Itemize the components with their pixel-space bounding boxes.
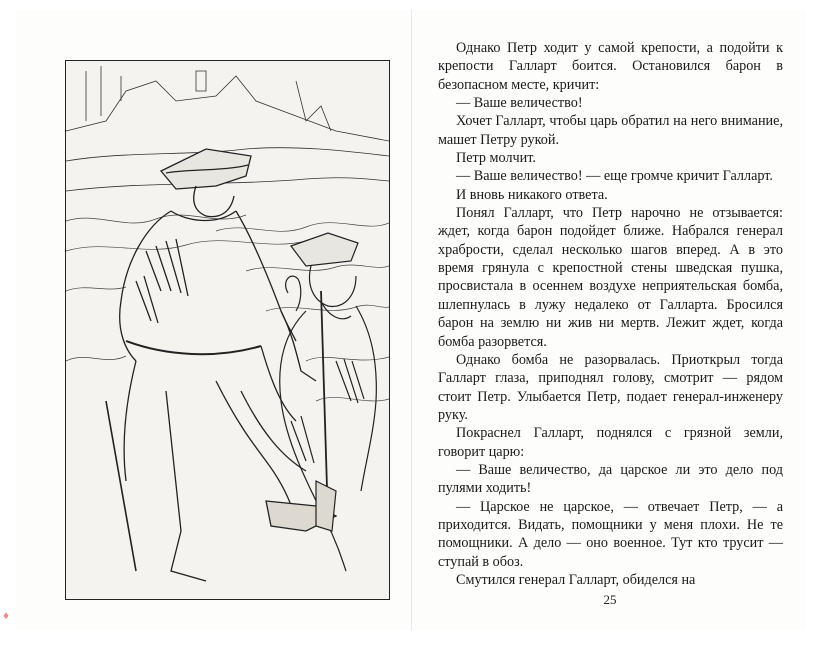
engraving-illustration-icon bbox=[65, 60, 390, 600]
paragraph: — Царское не царское, — отвечает Петр, — а приходится. Видать, помощники у меня плохи. Не те помощники. А дело — оно военное. Тут кто трусит — ступай в обоз. bbox=[438, 498, 783, 570]
left-page bbox=[16, 10, 412, 630]
paragraph: Хочет Галларт, чтобы царь обратил на него внимание, машет Петру рукой. bbox=[438, 113, 783, 148]
paragraph: Однако Петр ходит у самой крепости, а подойти к крепости Галларт боится. Остановился барон в безопасном месте, кричит: bbox=[438, 40, 783, 93]
paragraph: Петр молчит. bbox=[456, 150, 536, 167]
paragraph: Однако бомба не разорвалась. Приоткрыл тогда Галларт глаза, приподнял голову, смотрит — рядом стоит Петр. Улыбается Петр, подает генерал-инженеру руку. bbox=[438, 351, 783, 423]
paragraph: Покраснел Галларт, поднялся с грязной земли, говорит царю: bbox=[438, 425, 783, 460]
paragraph: — Ваше величество, да царское ли это дело под пулями ходить! bbox=[438, 461, 783, 497]
tall-figure bbox=[106, 149, 336, 581]
paragraph: Понял Галларт, что Петр нарочно не отзывается: ждет, когда барон подойдет ближе. Набрался генерал храбрости, сделал несколько шагов вперед. А в это время грянула с крепостной стены шведская пушка, просвистала в осеннем воздухе неприятельская бомба, шлепнулась в лужу недалеко от Галларта. Бросился барон на землю ни жив ни мертв. Лежит ждет, когда бомба разорвется. bbox=[438, 205, 783, 350]
paragraph: Смутился генерал Галларт, обиделся на bbox=[456, 571, 696, 588]
body-text bbox=[438, 39, 783, 589]
right-page bbox=[414, 10, 806, 630]
paragraph: — Ваше величество! bbox=[456, 95, 583, 112]
page-number: 25 bbox=[603, 592, 617, 607]
paragraph: — Ваше величество! — еще громче кричит Галларт. bbox=[456, 168, 773, 185]
corner-mark-icon: ♦ bbox=[2, 612, 11, 622]
paragraph: И вновь никакого ответа. bbox=[456, 186, 608, 203]
